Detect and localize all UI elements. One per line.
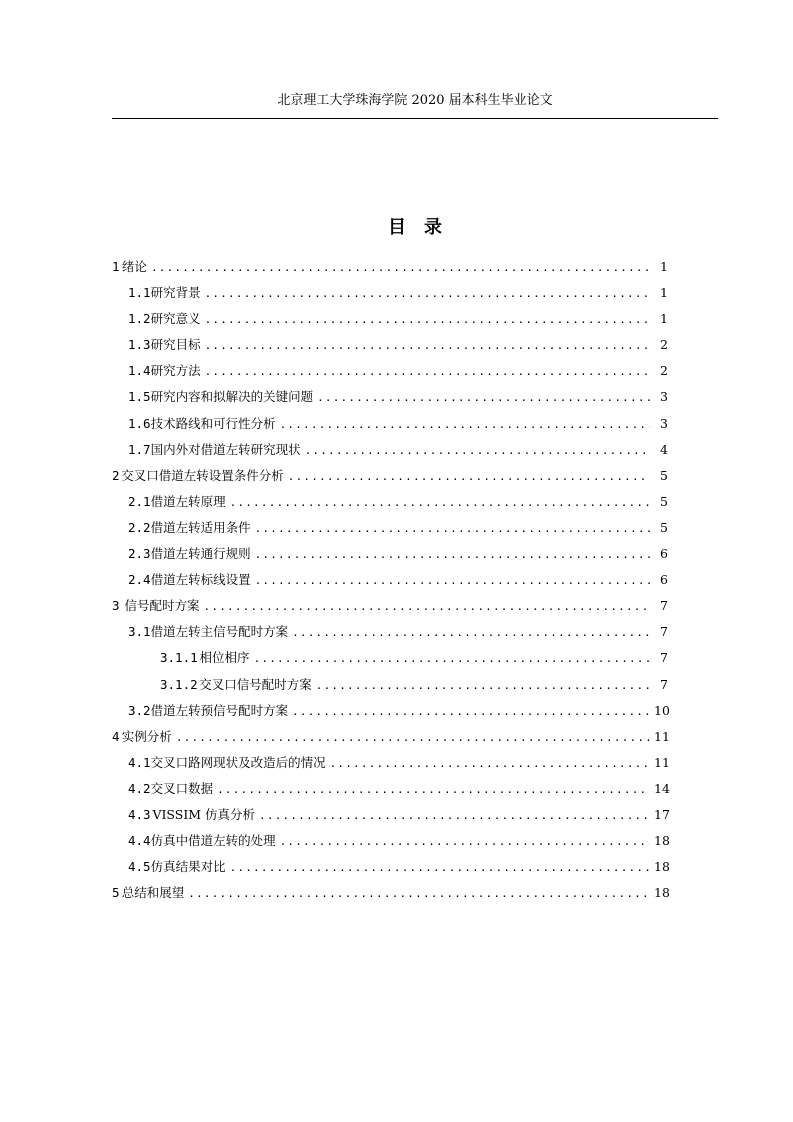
toc-entry-page: 18	[654, 885, 670, 901]
toc-entry-number: 3.2	[128, 702, 151, 718]
toc-entry-number: 2.3	[128, 546, 151, 562]
toc-entry-label: 研究意义	[150, 311, 201, 327]
header-divider	[112, 118, 718, 119]
toc-entry-page: 7	[660, 650, 668, 666]
toc-entry-label: 研究方法	[150, 363, 201, 379]
toc-entry-label: 借道左转标线设置	[150, 572, 251, 588]
toc-entry-label: 交叉口借道左转设置条件分析	[121, 467, 284, 483]
toc-entry-page: 7	[660, 624, 668, 640]
table-of-contents	[112, 254, 668, 906]
toc-entry-label: 信号配时方案	[124, 598, 200, 614]
toc-entry-label: VISSIM 仿真分析	[152, 806, 256, 822]
toc-entry-page: 4	[660, 441, 668, 457]
toc-entry[interactable]	[112, 489, 668, 515]
toc-entry-label: 实例分析	[121, 728, 172, 744]
toc-leader-dots	[316, 673, 650, 699]
toc-entry-label: 交叉口路网现状及改造后的情况	[150, 754, 326, 770]
toc-entry[interactable]	[112, 567, 668, 593]
toc-entry-label: 借道左转主信号配时方案	[150, 624, 289, 640]
toc-entry-label: 交叉口数据	[150, 780, 214, 796]
toc-entry-label: 研究内容和拟解决的关键问题	[150, 389, 314, 405]
toc-entry-number: 4.2	[128, 780, 151, 796]
toc-entry[interactable]	[112, 776, 668, 802]
toc-entry-label: 仿真中借道左转的处理	[150, 833, 276, 849]
toc-entry-label: 研究目标	[150, 337, 201, 353]
toc-entry[interactable]	[112, 645, 668, 671]
toc-entry-number: 3.1	[128, 624, 151, 640]
toc-entry-page: 1	[660, 285, 668, 301]
toc-entry-number: 1.6	[128, 415, 151, 431]
toc-entry[interactable]	[112, 750, 668, 776]
toc-leader-dots	[151, 255, 650, 281]
toc-entry-page: 5	[660, 519, 668, 535]
toc-entry-label: 借道左转通行规则	[150, 546, 251, 562]
toc-entry-label: 研究背景	[150, 285, 201, 301]
toc-entry[interactable]	[112, 411, 668, 437]
toc-entry-page: 11	[654, 728, 670, 744]
toc-entry-label: 国内外对借道左转研究现状	[150, 441, 301, 457]
toc-entry-label: 仿真结果对比	[150, 859, 226, 875]
toc-entry[interactable]	[112, 515, 668, 541]
toc-entry-page: 1	[660, 259, 668, 274]
toc-leader-dots	[255, 542, 650, 568]
toc-leader-dots	[230, 490, 650, 516]
toc-leader-dots	[280, 829, 650, 855]
toc-entry-label: 借道左转预信号配时方案	[150, 702, 289, 718]
toc-entry-number: 4	[112, 728, 120, 744]
toc-leader-dots	[230, 855, 650, 881]
toc-entry-number: 1.5	[128, 389, 151, 405]
toc-entry-page: 11	[654, 754, 670, 770]
toc-leader-dots	[292, 620, 650, 646]
toc-entry-number: 3	[112, 598, 120, 614]
toc-leader-dots	[255, 516, 650, 542]
toc-entry-label: 相位相序	[199, 650, 250, 666]
toc-entry-number: 1.7	[128, 441, 151, 457]
toc-leader-dots	[204, 594, 650, 620]
toc-entry-page: 3	[660, 389, 668, 405]
toc-entry-number: 1.4	[128, 363, 151, 379]
toc-entry[interactable]	[112, 358, 668, 384]
toc-entry-page: 10	[654, 702, 670, 718]
toc-leader-dots	[205, 307, 650, 333]
toc-entry-page: 3	[660, 415, 668, 431]
toc-entry[interactable]	[112, 254, 668, 280]
toc-leader-dots	[217, 777, 650, 803]
toc-entry[interactable]	[112, 463, 668, 489]
toc-leader-dots	[205, 281, 650, 307]
toc-leader-dots	[176, 725, 650, 751]
toc-leader-dots	[205, 333, 650, 359]
toc-entry[interactable]	[112, 828, 668, 854]
toc-entry-number: 3.1.2	[160, 676, 198, 692]
toc-entry[interactable]	[112, 306, 668, 332]
toc-entry-number: 2	[112, 467, 120, 483]
toc-entry-number: 5	[112, 885, 120, 901]
toc-entry[interactable]	[112, 437, 668, 463]
toc-entry-page: 7	[660, 598, 668, 614]
toc-entry-page: 5	[660, 467, 668, 483]
toc-entry[interactable]	[112, 619, 668, 645]
toc-entry-number: 2.1	[128, 493, 151, 509]
toc-leader-dots	[255, 568, 650, 594]
toc-entry-label: 借道左转原理	[150, 493, 226, 509]
toc-entry-label: 总结和展望	[121, 885, 185, 901]
toc-entry[interactable]	[112, 541, 668, 567]
toc-leader-dots	[205, 359, 650, 385]
toc-entry-page: 7	[660, 676, 668, 692]
toc-entry-page: 2	[660, 337, 668, 353]
toc-entry-page: 2	[660, 363, 668, 379]
toc-entry[interactable]	[112, 724, 668, 750]
toc-entry[interactable]	[112, 332, 668, 358]
toc-leader-dots	[317, 385, 650, 411]
toc-entry-page: 5	[660, 493, 668, 509]
toc-entry-page: 6	[660, 572, 668, 588]
toc-leader-dots	[254, 646, 650, 672]
toc-leader-dots	[288, 464, 650, 490]
toc-leader-dots	[280, 412, 650, 438]
toc-leader-dots	[305, 438, 650, 464]
toc-entry[interactable]	[112, 384, 668, 410]
toc-entry-number: 1.3	[128, 337, 151, 353]
toc-entry-page: 18	[654, 859, 670, 875]
toc-leader-dots	[259, 803, 650, 829]
toc-entry-label: 技术路线和可行性分析	[150, 415, 276, 431]
toc-entry-label: 绪论	[121, 259, 147, 274]
toc-entry-page: 14	[654, 780, 670, 796]
toc-entry-page: 17	[654, 806, 670, 822]
page-header: 北京理工大学珠海学院 2020 届本科生毕业论文	[277, 93, 553, 108]
toc-leader-dots	[292, 699, 650, 725]
toc-entry[interactable]	[112, 880, 668, 906]
toc-entry-page: 1	[660, 311, 668, 327]
toc-entry[interactable]	[112, 672, 668, 698]
toc-entry[interactable]	[112, 280, 668, 306]
toc-entry[interactable]	[112, 802, 668, 828]
toc-entry-page: 6	[660, 546, 668, 562]
toc-leader-dots	[330, 751, 650, 777]
toc-entry-number: 4.1	[128, 754, 151, 770]
toc-entry-page: 18	[654, 833, 670, 849]
toc-entry-number: 4.4	[128, 833, 151, 849]
toc-entry[interactable]	[112, 698, 668, 724]
toc-leader-dots	[188, 881, 650, 907]
toc-entry[interactable]	[112, 854, 668, 880]
toc-entry-number: 4.3	[128, 806, 151, 822]
toc-entry-number: 2.2	[128, 519, 151, 535]
toc-entry-number: 1	[112, 259, 120, 274]
toc-entry-number: 4.5	[128, 859, 151, 875]
toc-entry-number: 3.1.1	[160, 650, 198, 666]
toc-title: 目录	[388, 217, 460, 238]
toc-entry-number: 1.2	[128, 311, 151, 327]
toc-entry-label: 借道左转适用条件	[150, 519, 251, 535]
toc-entry-number: 2.4	[128, 572, 151, 588]
toc-entry-number: 1.1	[128, 285, 151, 301]
toc-entry-label: 交叉口信号配时方案	[199, 676, 312, 692]
toc-entry[interactable]	[112, 593, 668, 619]
